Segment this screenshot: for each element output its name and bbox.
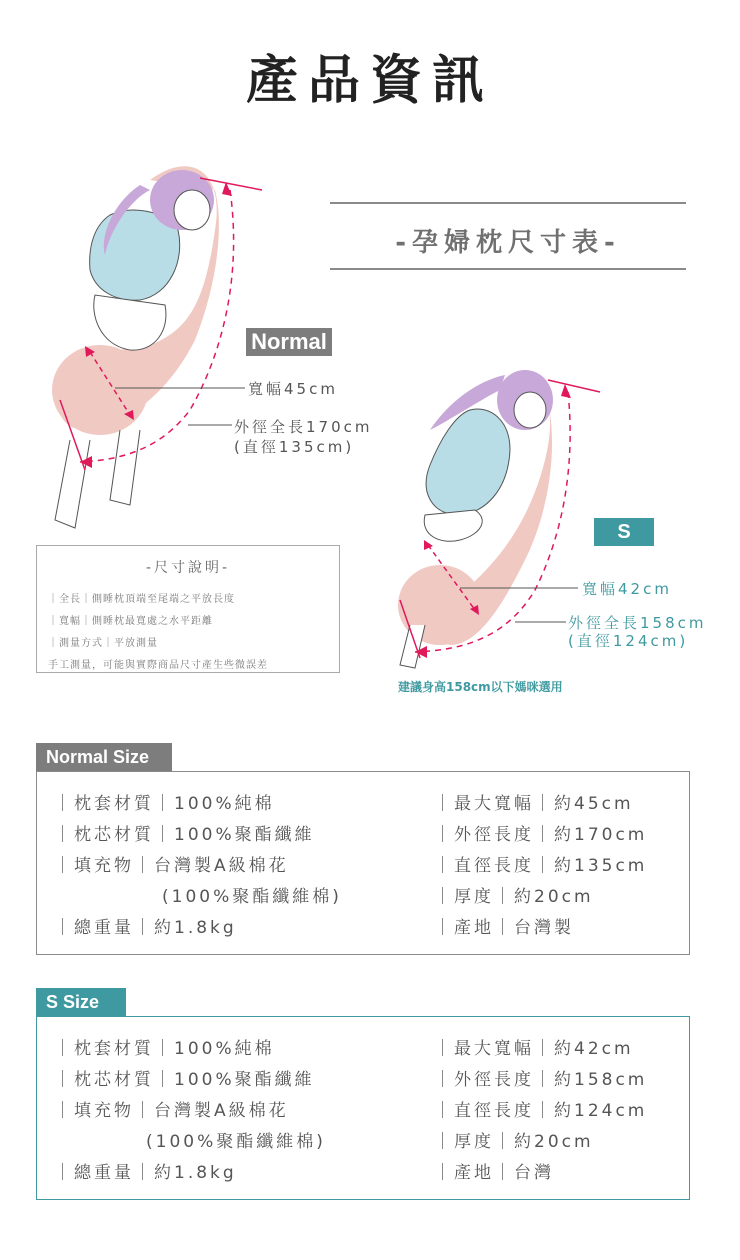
normal-pillow-illustration: [52, 166, 262, 528]
spec-row: ｜總重量｜約1.8kg: [54, 1163, 237, 1183]
normal-outer-length-label: 外徑全長170cm: [234, 418, 373, 436]
spec-row: ｜產地｜台灣製: [434, 918, 574, 938]
spec-row: ｜厚度｜約20cm: [434, 1132, 594, 1152]
normal-size-tag: Normal: [246, 328, 332, 356]
spec-row: ｜填充物｜台灣製A級棉花: [54, 856, 289, 876]
spec-row: ｜外徑長度｜約170cm: [434, 825, 648, 845]
spec-row: ｜枕芯材質｜100%聚酯纖維: [54, 1070, 315, 1090]
normal-size-label: Normal Size: [36, 743, 172, 771]
spec-row: ｜最大寬幅｜約45cm: [434, 794, 634, 814]
spec-row: ｜枕芯材質｜100%聚酯纖維: [54, 825, 315, 845]
spec-row: ｜枕套材質｜100%純棉: [54, 1039, 275, 1059]
note-line: ｜寬幅｜側睡枕最寬處之水平距離: [48, 616, 213, 627]
s-size-label: S Size: [36, 988, 126, 1016]
spec-row: ｜直徑長度｜約135cm: [434, 856, 648, 876]
s-size-tag: S: [594, 518, 654, 546]
s-diameter-label: (直徑124cm): [568, 632, 689, 650]
size-notes-title: -尺寸說明-: [145, 560, 231, 576]
spec-row: ｜填充物｜台灣製A級棉花: [54, 1101, 289, 1121]
s-outer-length-label: 外徑全長158cm: [568, 614, 707, 632]
spec-row: ｜厚度｜約20cm: [434, 887, 594, 907]
note-line: 手工測量，可能與實際商品尺寸產生些微誤差: [48, 660, 268, 671]
normal-diameter-label: (直徑135cm): [234, 438, 355, 456]
chart-title: -孕婦枕尺寸表-: [395, 228, 621, 258]
s-width-label: 寬幅42cm: [582, 580, 672, 598]
spec-row: ｜最大寬幅｜約42cm: [434, 1039, 634, 1059]
spec-row: ｜直徑長度｜約124cm: [434, 1101, 648, 1121]
spec-row: ｜產地｜台灣: [434, 1163, 554, 1183]
page-title: 產品資訊: [245, 51, 494, 111]
spec-row: (100%聚酯纖維棉): [146, 1132, 326, 1152]
s-recommendation: 建議身高158cm以下媽咪選用: [398, 680, 563, 694]
chart-title-top-line: [330, 202, 686, 204]
spec-row: (100%聚酯纖維棉): [162, 887, 342, 907]
spec-row: ｜總重量｜約1.8kg: [54, 918, 237, 938]
note-line: ｜全長｜側睡枕頂端至尾端之平放長度: [48, 594, 235, 605]
spec-row: ｜枕套材質｜100%純棉: [54, 794, 275, 814]
normal-width-label: 寬幅45cm: [248, 380, 338, 398]
chart-title-bottom-line: [330, 268, 686, 270]
note-line: ｜測量方式｜平放測量: [48, 638, 158, 649]
spec-row: ｜外徑長度｜約158cm: [434, 1070, 648, 1090]
